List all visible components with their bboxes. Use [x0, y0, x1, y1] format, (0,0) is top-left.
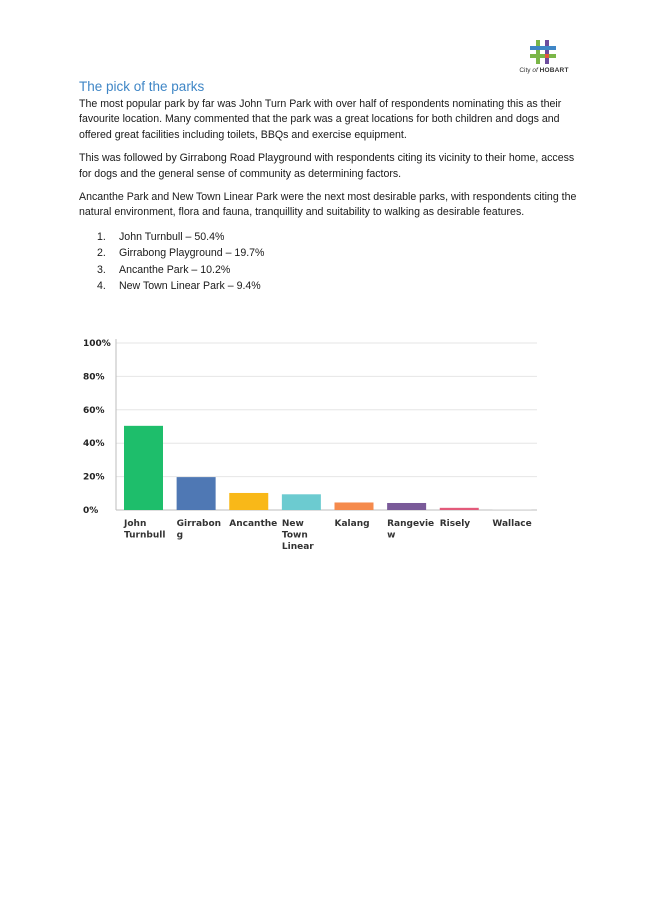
hobart-hash-icon — [514, 38, 574, 66]
x-tick-label — [440, 519, 471, 529]
bar — [282, 494, 321, 510]
bar — [387, 503, 426, 510]
x-tick-label — [492, 519, 531, 529]
y-tick-label: 40% — [83, 439, 105, 450]
body-text — [79, 97, 579, 295]
list-item — [79, 262, 579, 279]
bar — [229, 493, 268, 510]
x-tick-label — [177, 519, 221, 541]
list-number: 4. — [97, 280, 106, 293]
x-tick-label-line: New — [281, 519, 304, 529]
x-tick-label — [387, 519, 434, 541]
x-tick-label — [335, 519, 370, 529]
x-tick-label-line: Wallace — [492, 519, 532, 529]
city-of-hobart-logo — [514, 38, 574, 78]
x-tick-label — [123, 519, 165, 541]
list-text: Ancanthe Park – 10.2% — [119, 263, 231, 276]
x-tick-label-line: Linear — [281, 542, 314, 552]
list-number: 2. — [97, 247, 106, 260]
logo-wordmark: City of HOBART — [519, 67, 569, 74]
bar — [124, 426, 163, 510]
x-tick-label-line: Town — [281, 530, 308, 541]
y-tick-label: 100% — [83, 339, 111, 349]
ranking-list — [79, 229, 579, 295]
list-number: 3. — [97, 263, 106, 276]
list-text: Girrabong Playground – 19.7% — [119, 247, 265, 260]
list-text: John Turnbull – 50.4% — [119, 230, 225, 243]
x-tick-label-line: Ancanthe — [229, 519, 278, 529]
list-text: New Town Linear Park – 9.4% — [119, 280, 261, 293]
paragraph-2: This was followed by Girrabong Road Playground with respondents citing its vicinity to their home, access for dogs and the general sense of community as determining factors. — [79, 152, 575, 180]
x-tick-label-line: Kalang — [334, 519, 370, 529]
y-tick-label: 0% — [83, 506, 99, 516]
x-tick-label-line: John — [124, 519, 147, 529]
list-item — [79, 245, 579, 262]
bar — [335, 502, 374, 510]
list-item — [79, 229, 579, 246]
bar — [177, 477, 216, 510]
parks-bar-chart — [79, 333, 549, 563]
y-tick-label: 60% — [83, 405, 105, 416]
x-tick-label-line: Rangevie — [387, 519, 435, 529]
y-tick-label: 80% — [83, 372, 105, 383]
paragraph-3: Ancanthe Park and New Town Linear Park were the next most desirable parks, with respondents citing the natural environment, flora and fauna, tranquillity and suitability to walking as desirable features. — [79, 191, 577, 219]
x-tick-label-line: Girrabon — [176, 519, 222, 529]
x-tick-label — [282, 519, 314, 552]
x-tick-label — [229, 519, 277, 529]
bar — [440, 508, 479, 510]
list-item — [79, 278, 579, 295]
y-tick-label: 20% — [83, 472, 105, 483]
section-heading: The pick of the parks — [79, 79, 205, 94]
x-tick-label-line: g — [176, 530, 184, 541]
bar — [492, 509, 531, 510]
x-tick-label-line: Risely — [439, 519, 471, 529]
paragraph-1: The most popular park by far was John Turn Park with over half of respondents nominating this as their favourite location. Many commented that the park was a great locations for both children and dogs and offered great facilities including toilets, BBQs and exercise equipment. — [79, 98, 562, 141]
x-tick-label-line: Turnbull — [124, 530, 166, 541]
list-number: 1. — [97, 230, 106, 243]
x-tick-label-line: w — [387, 530, 396, 541]
chart-canvas — [79, 333, 549, 563]
